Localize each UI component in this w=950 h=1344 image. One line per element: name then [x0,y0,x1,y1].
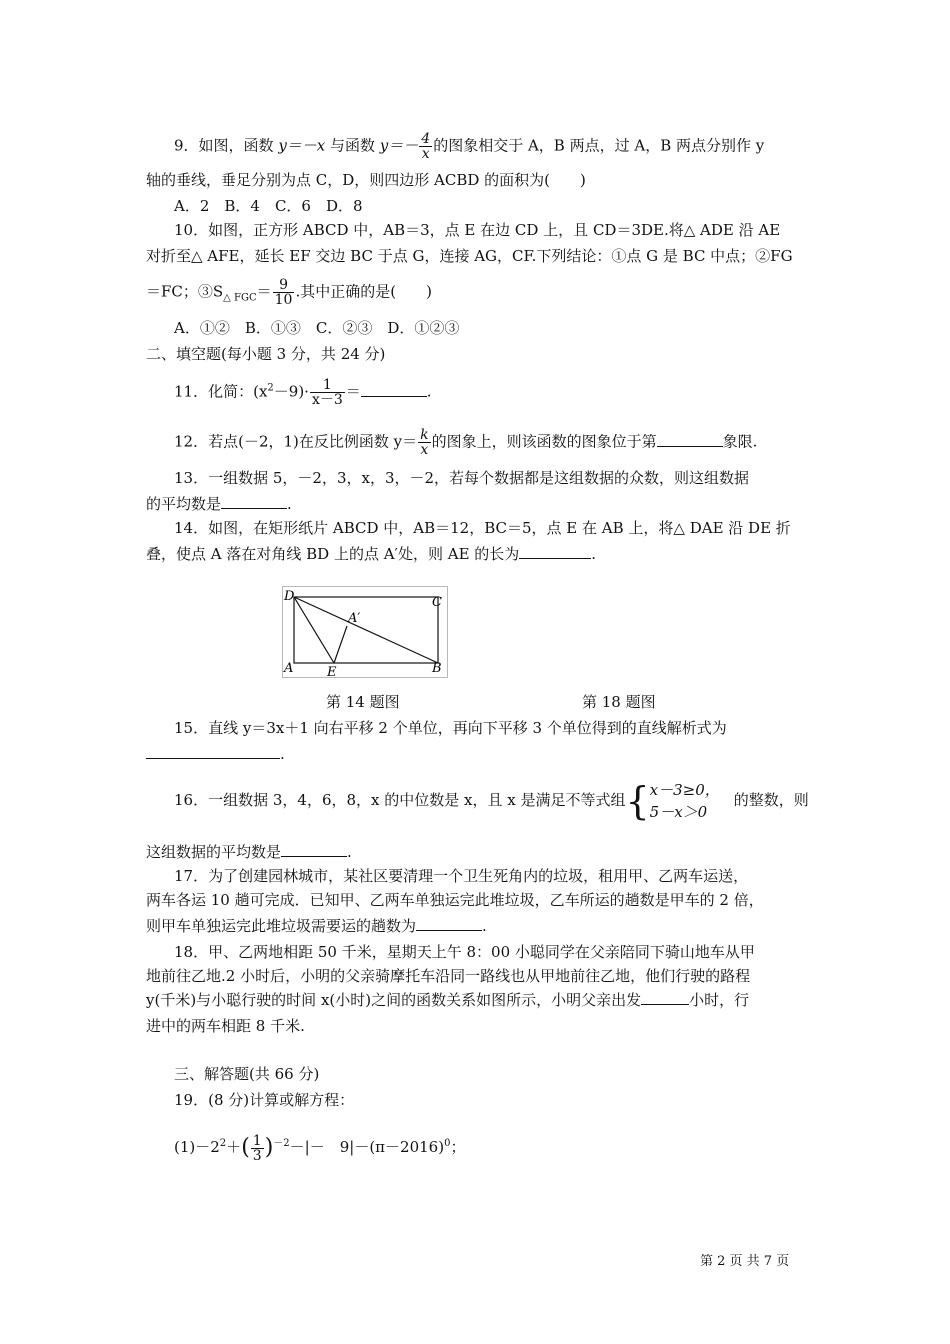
q10-line2: 对折至△ AFE，延长 EF 交边 BC 于点 G，连接 AG，CF.下列结论：①点 G 是 BC 中点；②FG [146,247,793,265]
q15-line1: 15．直线 y＝3x＋1 向右平移 2 个单位，再向下平移 3 个单位得到的直线解析式为 [174,719,727,737]
q14-line2: 叠，使点 A 落在对角线 BD 上的点 A′处，则 AE 的长为 . [146,545,597,563]
label-d: D [284,589,295,604]
q16-inequality-system: x－3≥0， 5－x＞0 [649,781,720,821]
q9-fraction: $\frac{4}{x}$ [421,131,431,162]
q14-figure [282,586,448,678]
section-answer-title: 三、解答题(共 66 分) [174,1065,320,1083]
q11-line: 11．化简：$(x^2-9)\cdot$ $\frac{1}{x-3}$ ＝ . [174,377,432,408]
label-a-prime: A′ [348,611,361,626]
q12-line: 12．若点(－2，1)在反比例函数 y＝ $\frac{k}{x}$ 的图象上，则该函数的图象位于第 象限. [174,427,758,458]
q10-options: A．①② B．①③ C．②③ D．①②③ [174,319,460,337]
q13-answer-blank [221,494,287,509]
label-a: A [284,661,294,676]
q10-line1: 10．如图，正方形 ABCD 中，AB＝3，点 E 在边 CD 上，且 CD＝3DE.将△ ADE 沿 AE [174,221,781,239]
label-c: C [432,595,442,610]
q16-brace: { [625,779,650,823]
q19-expression: $(1)-2^2+$( $\frac{1}{3}$ )$^{-2}$－|－ $9|-(\pi-2016)^0$； [174,1132,466,1164]
figure-frame [283,587,448,678]
q14-answer-blank [519,544,591,559]
q18-line1: 18．甲、乙两地相距 50 千米，星期天上午 8：00 小聪同学在父亲陪同下骑山地车从甲 [174,943,755,961]
q18-line3: y(千米)与小聪行驶的时间 x(小时)之间的函数关系如图所示，小明父亲出发 小时，行 [146,991,750,1009]
q9-line1: 9．如图，函数 y＝－x 与函数 y＝－ $\frac{4}{x}$ 的图象相交于 A，B 两点，过 A，B 两点分别作 y [174,131,765,162]
caption-fig14: 第 14 题图 [326,693,400,711]
q17-line2: 两车各运 10 趟可完成．已知甲、乙两车单独运完此堆垃圾，乙车所运的趟数是甲车的 2 倍， [146,891,764,909]
label-b: B [432,661,442,676]
q17-line1: 17．为了创建园林城市，某社区要清理一个卫生死角内的垃圾，租用甲、乙两车运送， [174,867,749,885]
q9-line2: 轴的垂线，垂足分别为点 C，D，则四边形 ACBD 的面积为( ) [146,171,586,189]
q16-line2: 这组数据的平均数是 . [146,843,352,861]
q17-answer-blank [416,916,482,931]
q12-answer-blank [657,432,723,447]
page-footer: 第 2 页 共 7 页 [700,1254,790,1269]
q14-line1: 14．如图，在矩形纸片 ABCD 中，AB＝12，BC＝5，点 E 在 AB 上，将△ DAE 沿 DE 折 [174,519,791,537]
q11-fraction: $\frac{1}{x-3}$ [311,377,343,408]
q19-line1: 19．(8 分)计算或解方程： [174,1091,355,1109]
caption-fig18: 第 18 题图 [582,693,656,711]
q15-line2: . [146,744,285,764]
q16-answer-blank [281,842,347,857]
q12-fraction: $\frac{k}{x}$ [420,427,429,458]
q18-answer-blank [641,990,689,1005]
q9-options: A．2 B．4 C．6 D．8 [174,197,363,215]
q10-fraction: $\frac{9}{10}$ [274,277,293,308]
q17-line3: 则甲车单独运完此堆垃圾需要运的趟数为 . [146,917,487,935]
q18-line2: 地前往乙地.2 小时后，小明的父亲骑摩托车沿同一路线也从甲地前往乙地，他们行驶的路程 [146,967,751,985]
q13-line2: 的平均数是 . [146,495,292,513]
q11-answer-blank [361,382,427,397]
q15-answer-blank [146,744,280,759]
q13-line1: 13．一组数据 5，－2，3，x，3，－2，若每个数据都是这组数据的众数，则这组数据 [174,469,750,487]
q16-line1: 16．一组数据 3，4，6，8，x 的中位数是 x，且 x 是满足不等式组{ x－3≥0， 5－x＞0 的整数，则 [174,779,809,823]
section-fill-in-title: 二、填空题(每小题 3 分，共 24 分) [146,345,386,363]
label-e: E [327,665,337,678]
q18-line4: 进中的两车相距 8 千米. [146,1017,305,1035]
q10-line3: ＝FC；$③S_{\triangle FGC}=$ $\frac{9}{10}$ .其中正确的是( ) [146,277,432,308]
